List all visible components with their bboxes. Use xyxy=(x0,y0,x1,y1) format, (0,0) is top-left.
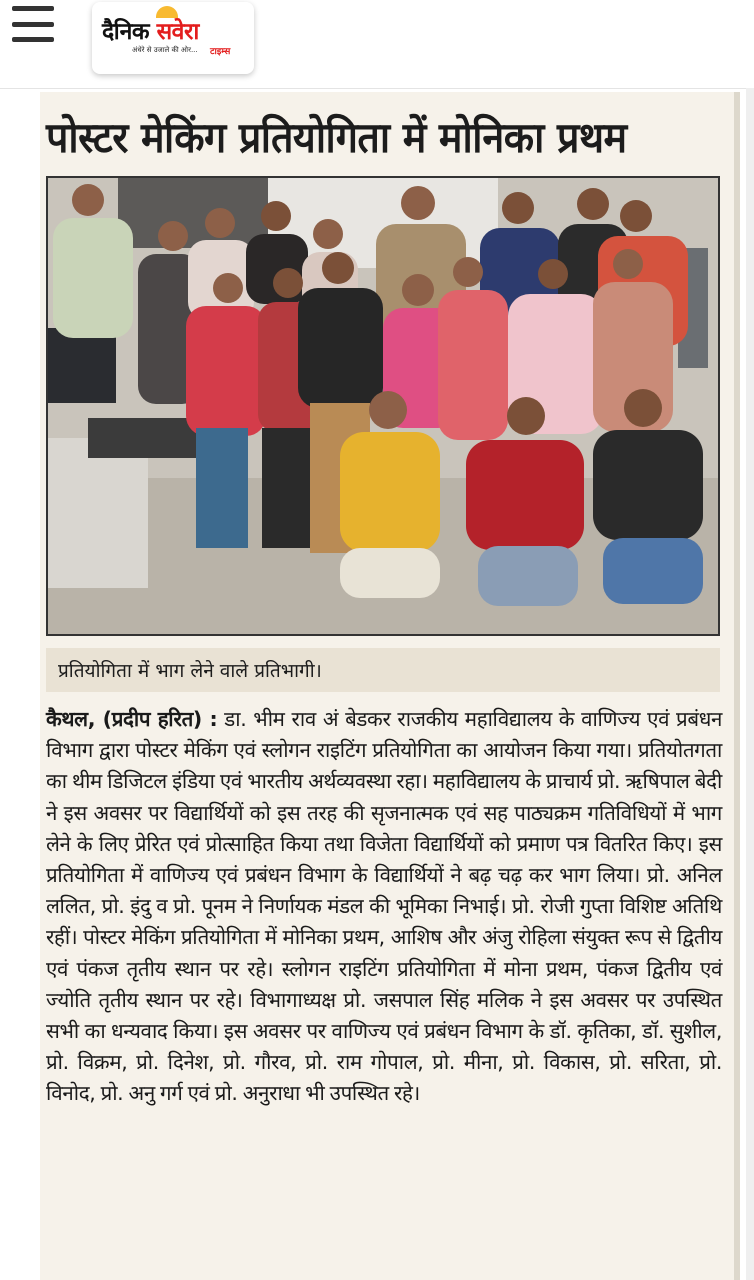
group-photo-illustration xyxy=(48,178,718,634)
scrollbar-track[interactable] xyxy=(746,88,754,1280)
app-header xyxy=(0,0,754,89)
hamburger-menu-icon[interactable] xyxy=(12,6,54,42)
menu-line xyxy=(12,6,54,11)
logo-accent-word: सवेरा xyxy=(156,19,199,45)
menu-line xyxy=(12,37,54,42)
logo-main-word: दैनिक xyxy=(102,19,150,45)
article-body xyxy=(46,704,722,1110)
photo-caption: प्रतियोगिता में भाग लेने वाले प्रतिभागी। xyxy=(58,660,322,682)
logo-subtitle: टाइम्स xyxy=(210,47,231,57)
logo-text xyxy=(102,14,199,46)
article-text: डा. भीम राव अं बेडकर राजकीय महाविद्यालय के वाणिज्य एवं प्रबंधन विभाग द्वारा पोस्टर मेकिंग एवं स्लोगन राइटिंग प्रतियोगिता का आयोजन किया गया। प्रतियोतगता का थीम डिजिटल इंडिया एवं भारतीय अर्थव्यवस्था रहा। महाविद्यालय के प्राचार्य प्रो. ऋषिपाल बेदी ने इस अवसर पर विद्यार्थियों को इस तरह की सृजनात्मक एवं सह पाठ्यक्रम गतिविधियों में भाग लेने के लिए प्रेरित एवं प्रोत्साहित किया तथा विजेता विद्यार्थियों को प्रमाण पत्र वितरित किए। इस प्रतियोगिता में वाणिज्य एवं प्रबंधन विभाग के विद्यार्थियों ने बढ़ चढ़ कर भाग लिया। प्रो. अनिल ललित, प्रो. इंदु व प्रो. पूनम ने निर्णायक मंडल की भूमिका निभाई। प्रो. रोजी गुप्ता विशिष्ट अतिथि रहीं। पोस्टर मेकिंग प्रतियोगिता में मोनिका प्रथम, आशिष और अंजु रोहिला संयुक्त रूप से द्वितीय एवं पंकज तृतीय स्थान पर रहे। स्लोगन राइटिंग प्रतियोगिता में मोना प्रथम, पंकज द्वितीय एवं ज्योति तृतीय स्थान पर रहे। विभागाध्यक्ष प्रो. जसपाल सिंह मलिक ने इस अवसर पर उपस्थित सभी का धन्यवाद किया। इस अवसर पर वाणिज्य एवं प्रबंधन विभाग के डॉ. कृतिका, डॉ. सुशील, प्रो. विक्रम, प्रो. दिनेश, प्रो. गौरव, प्रो. राम गोपाल, प्रो. मीना, प्रो. विकास, प्रो. सरिता, प्रो. विनोद, प्रो. अनु गर्ग एवं प्रो. अनुराधा भी उपस्थित रहे। xyxy=(46,707,723,1106)
brand-logo[interactable] xyxy=(92,2,254,74)
logo-tagline: अंधेरे से उजाले की ओर... xyxy=(132,46,198,54)
article-photo xyxy=(46,176,720,636)
menu-line xyxy=(12,22,54,27)
news-clipping xyxy=(40,92,740,1280)
photo-caption-bar xyxy=(46,648,720,692)
article-dateline: कैथल, (प्रदीप हरित) : xyxy=(46,707,218,731)
article-headline: पोस्टर मेकिंग प्रतियोगिता में मोनिका प्रथम xyxy=(46,113,627,162)
